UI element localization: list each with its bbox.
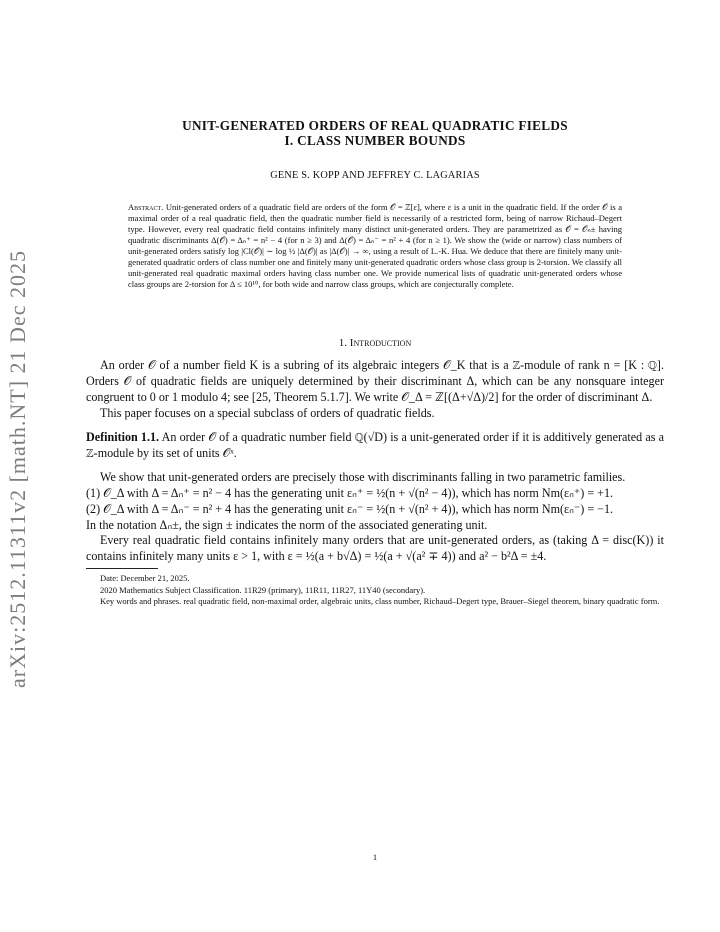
section-title-introduction: 1. Introduction — [338, 337, 412, 350]
footnote-msc: 2020 Mathematics Subject Classification. 11R29 (primary), 11R11, 11R27, 11Y40 (secondary). — [100, 584, 426, 595]
definition-text: An order 𝒪 of a quadratic number field ℚ(√D) is a unit-generated order if it is additively generated as a ℤ-module by its set of units 𝒪ˣ. — [86, 430, 664, 460]
paper-page — [86, 118, 664, 862]
paper-title — [86, 118, 664, 148]
abstract-text: Unit-generated orders of a quadratic field are orders of the form 𝒪 = ℤ[ε], where ε is a unit in the quadratic field. If the order 𝒪 is a maximal order of a real quadratic field, then the quadratic number field is necessarily of a restricted form, being of narrow Richaud–Degert type. However, every real quadratic field contains infinitely many distinct unit-generated orders. They are parametrized as 𝒪 = 𝒪ₙ± having quadratic discriminants Δ(𝒪) = Δₙ⁺ = n² − 4 (for n ≥ 3) and Δ(𝒪) = Δₙ⁻ = n² + 4 (for n ≥ 1). We show the (wide or narrow) class numbers of unit-generated orders satisfy log |Cl(𝒪)| ∼ log ½ |Δ(𝒪)| as |Δ(𝒪)| → ∞, using a result of L.-K. Hua. We deduce that there are finitely many unit-generated quadratic orders of class number one and finitely many unit-generated quadratic orders whose class group is 2-torsion. We classify all unit-generated real quadratic maximal orders having class number one. We provide numerical lists of quadratic unit-generated orders whose class groups are 2-torsion for Δ ≤ 10¹⁰, for both wide and narrow class groups, which are conjecturally complete. — [128, 202, 623, 290]
arxiv-identifier-stamp — [0, 244, 36, 694]
definition-1-1 — [86, 430, 664, 462]
paragraph-1: An order 𝒪 of a number field K is a subring of its algebraic integers 𝒪_K that is a ℤ-module of rank n = [K : ℚ]. Orders 𝒪 of quadratic fields are uniquely determined by their discriminant Δ, which can be any nonsquare integer congruent to 0 or 1 modulo 4; see [25, Theorem 5.1.7]. We write 𝒪_Δ = ℤ[(Δ+√Δ)/2] for the order of discriminant Δ. — [86, 358, 664, 405]
list-item-2: (2) 𝒪_Δ with Δ = Δₙ⁻ = n² + 4 has the generating unit εₙ⁻ = ½(n + √(n² + 4)), which has norm Nm(εₙ⁻) = −1. — [86, 501, 614, 516]
list-item-1: (1) 𝒪_Δ with Δ = Δₙ⁺ = n² − 4 has the generating unit εₙ⁺ = ½(n + √(n² − 4)), which has norm Nm(εₙ⁺) = +1. — [86, 485, 614, 500]
footnote-separator — [86, 568, 158, 569]
authors: GENE S. KOPP AND JEFFREY C. LAGARIAS — [270, 170, 480, 181]
abstract-label: Abstract. — [128, 202, 164, 212]
paragraph-2: This paper focuses on a special subclass of orders of quadratic fields. — [100, 406, 435, 421]
title-line-2: I. CLASS NUMBER BOUNDS — [284, 133, 466, 148]
footnote-date: Date: December 21, 2025. — [100, 573, 190, 584]
paragraph-4: In the notation Δₙ±, the sign ± indicates the norm of the associated generating unit. — [86, 517, 488, 532]
paragraph-3: We show that unit-generated orders are precisely those with discriminants falling in two parametric families. — [100, 469, 626, 484]
footnotes — [86, 573, 664, 607]
paragraph-5: Every real quadratic field contains infinitely many orders that are unit-generated orders, as (taking Δ = disc(K)) it contains infinitely many units ε > 1, with ε = ½(a + b√Δ) = ½(a + √(a² ∓ 4)) and a² − b²Δ = ±4. — [86, 533, 664, 564]
introduction-body — [86, 358, 664, 565]
definition-label: Definition 1.1. — [86, 430, 160, 444]
footnote-keywords: Key words and phrases. real quadratic field, non-maximal order, algebraic units, class number, Richaud–Degert type, Brauer–Siegel theorem, binary quadratic form. — [100, 595, 660, 606]
title-line-1: UNIT-GENERATED ORDERS OF REAL QUADRATIC FIELDS — [182, 118, 568, 133]
abstract — [128, 202, 622, 290]
arxiv-id-text: arXiv:2512.11311v2 [math.NT] 21 Dec 2025 — [5, 250, 30, 688]
page-number: 1 — [372, 852, 378, 862]
